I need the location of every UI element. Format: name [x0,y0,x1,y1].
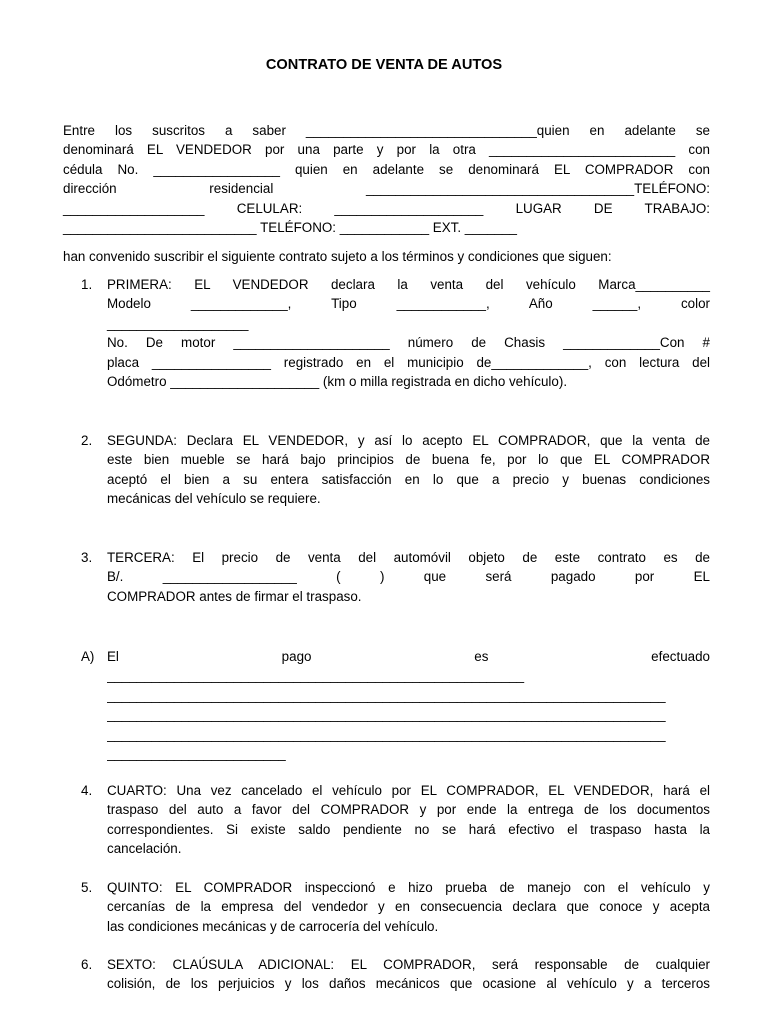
clause-body [107,878,710,936]
clause-line: colisión, de los perjuicios y los daños mecánicos que ocasione al vehículo y a terceros [107,976,710,992]
clause-line: cancelación. [107,841,182,857]
clause-line: COMPRADOR antes de firmar el traspaso. [107,588,362,604]
clause-line: Odómetro ____________________ (km o milla registrada en dicho vehículo). [107,374,568,390]
intro-line: ___________________ CELULAR: ____________________ LUGAR DE TRABAJO: [63,200,710,216]
clause-line: ___________________ [107,315,249,331]
clause-number: 1. [81,277,93,292]
clause-line: este bien mueble se hará bajo principios de buena fe, por lo que EL COMPRADOR [107,452,710,468]
intro-line: __________________________ TELÉFONO: ____________ EXT. _______ [63,220,517,236]
clause-line: Modelo _____________, Tipo ____________, Año ______, color [107,296,710,312]
clause-line: las condiciones mecánicas y de carrocería del vehículo. [107,918,439,934]
clause-line: TERCERA: El precio de venta del automóvil objeto de este contrato es de [107,550,710,565]
lead-sentence: han convenido suscribir el siguiente contrato sujeto a los términos y condiciones que siguen: [63,249,612,264]
clause-line: SEXTO: CLAÚSULA ADICIONAL: EL COMPRADOR, será responsable de cualquier [107,957,710,972]
intro-line: Entre los suscritos a saber _______________________________quien en adelante se [63,123,710,138]
intro-line: denominará EL VENDEDOR por una parte y por la otra _________________________ con [63,142,710,158]
document-title: CONTRATO DE VENTA DE AUTOS [265,57,503,73]
clause-line: El pago es efectuado [107,649,710,664]
clause-line: QUINTO: EL COMPRADOR inspeccionó e hizo prueba de manejo con el vehículo y [107,880,710,895]
clause-line: PRIMERA: EL VENDEDOR declara la venta del vehículo Marca__________ [107,277,710,292]
clause-body [107,548,710,606]
clause-body [107,955,710,994]
clause-number: 2. [81,433,93,448]
clause-line: CUARTO: Una vez cancelado el vehículo por EL COMPRADOR, EL VENDEDOR, hará el [107,783,710,798]
clause-body [107,647,710,763]
clause-body [107,781,710,859]
intro-paragraph [63,121,710,237]
intro-line: dirección residencial ____________________________________TELÉFONO: [63,181,710,197]
clause-number: 4. [81,783,93,798]
clause-line: B/. __________________ ( ) que será pagado por EL [107,569,710,585]
clause-number: 3. [81,550,93,565]
clause-body [107,431,710,509]
clause-line: ___________________________________________________________________________ [107,726,666,742]
clause-line: aceptó el bien a su entera satisfacción en lo que a precio y buenas condiciones [107,471,710,487]
clause-line: cercanías de la empresa del vendedor y en consecuencia declara que conoce y acepta [107,899,710,915]
clause-line: ___________________________________________________________________________ [107,707,666,723]
clause-line: mecánicas del vehículo se requiere. [107,491,321,507]
clause-line: ___________________________________________________________________________ [107,687,666,703]
clause-line: placa ________________ registrado en el municipio de_____________, con lectura del [107,354,710,370]
clause-body [107,275,710,391]
clause-line: ________________________________________________________ [107,668,525,684]
clause-line: SEGUNDA: Declara EL VENDEDOR, y así lo acepto EL COMPRADOR, que la venta de [107,433,710,448]
clause-line: No. De motor _____________________ número de Chasis _____________Con # [107,335,710,351]
clause-line: correspondientes. Si existe saldo pendiente no se hará efectivo el traspaso hasta la [107,821,710,837]
intro-line: cédula No. _________________ quien en adelante se denominará EL COMPRADOR con [63,161,710,177]
clause-number: 6. [81,957,93,972]
clause-line: traspaso del auto a favor del COMPRADOR y por ende la entrega de los documentos [107,802,710,818]
clause-number: 5. [81,880,93,895]
clause-line: ________________________ [107,746,286,762]
clause-number: A) [81,649,95,664]
